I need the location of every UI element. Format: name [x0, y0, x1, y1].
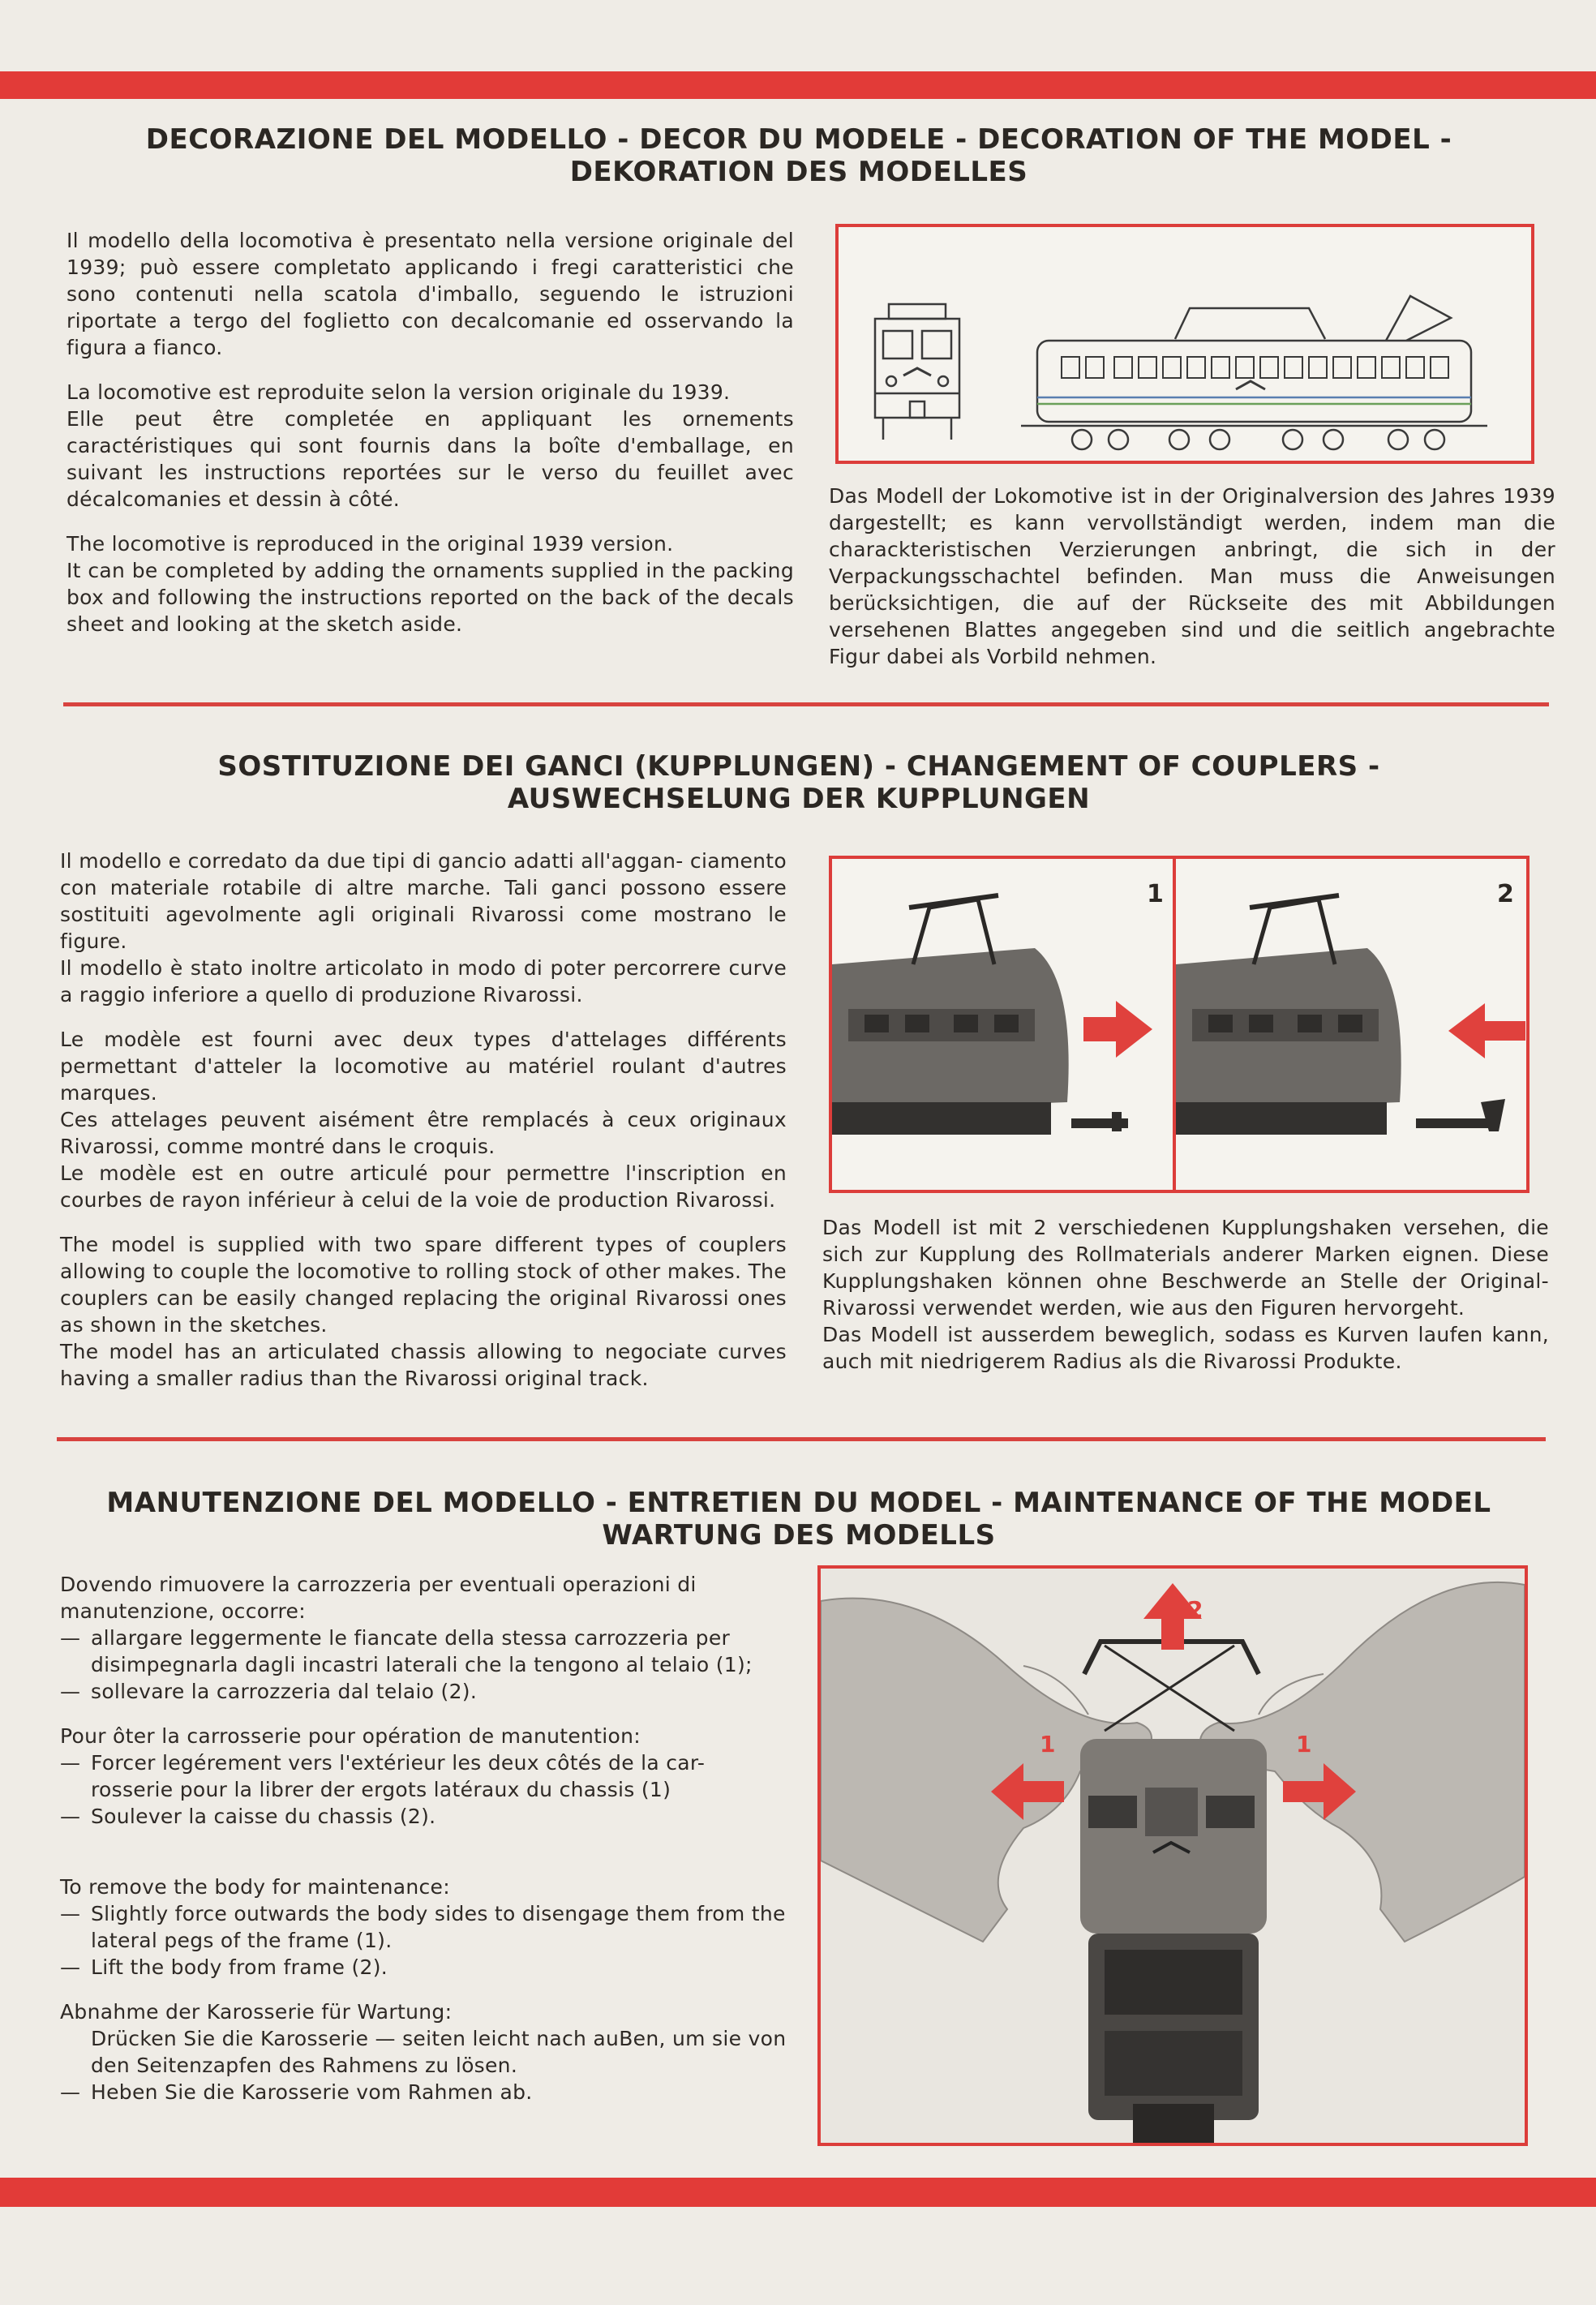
maintenance-english-step-2: — Lift the body from frame (2).: [60, 1954, 790, 1981]
decoration-french-1: La locomotive est reproduite selon la version originale du 1939.: [66, 380, 731, 404]
top-red-band: [0, 71, 1596, 99]
maintenance-italian-step-2: — sollevare la carrozzeria dal telaio (2).: [60, 1678, 790, 1705]
maintenance-title-line2: WARTUNG DES MODELLS: [602, 1519, 996, 1552]
couplers-title-line1: SOSTITUZIONE DEI GANCI (KUPPLUNGEN) - CHANGEMENT OF COUPLERS -: [217, 750, 1380, 783]
coupler-figure-1-label: 1: [1147, 880, 1164, 908]
maintenance-french-steps: [60, 1749, 790, 1830]
divider-1: [63, 702, 1549, 706]
lift-up-arrow-label: 2: [1187, 1596, 1203, 1623]
decoration-title: [49, 123, 1549, 188]
coupler-figure-2-label: 2: [1497, 880, 1514, 908]
couplers-italian-2: Il modello è stato inoltre articolato in modo di poter percorrere curve a raggio inferiore a quello di produzione Rivarossi.: [60, 956, 787, 1007]
decoration-german: Das Modell der Lokomotive ist in der Originalversion des Jahres 1939 dargestellt; es kann vervollständigt werden, indem man die charackteristischen Verzierungen anbringt, die sich in der Verpackungsschachtel befinden. Man muss die Anweisungen berücksichtigen, die auf der Rückseite des mit Abbildungen versehenen Blattes angegeben sind und die seitlich angebrachte Figur dabei als Vorbild nehmen.: [829, 484, 1555, 668]
maintenance-italian-steps: [60, 1625, 790, 1705]
locomotive-sketch: [839, 227, 1531, 461]
couplers-text-right: [822, 1214, 1549, 1375]
maintenance-photo-frame: [817, 1565, 1528, 2146]
coupler-fig2-arrow: [1448, 1003, 1525, 1058]
divider-2: [57, 1437, 1546, 1441]
locomotive-side-view: [1021, 296, 1487, 449]
maintenance-german-steps: [60, 2079, 790, 2105]
maintenance-italian-intro: Dovendo rimuovere la carrozzeria per eventuali operazioni di manutenzione, occorre:: [60, 1573, 697, 1623]
couplers-english-2: The model has an articulated chassis allowing to negociate curves having a smaller radius than the Rivarossi original track.: [60, 1340, 787, 1390]
maintenance-french-step-1: — Forcer legérement vers l'extérieur les deux côtés de la car- rosserie pour la librer der ergots latéraux du chassis (1): [60, 1749, 790, 1803]
maintenance-title: [49, 1487, 1549, 1552]
coupler-fig2-coupler: [1416, 1099, 1505, 1131]
decoration-english-1: The locomotive is reproduced in the original 1939 version.: [66, 532, 674, 556]
maintenance-german-step-2: — Heben Sie die Karosserie vom Rahmen ab.: [60, 2079, 790, 2105]
maintenance-french-intro: Pour ôter la carrosserie pour opération de manutention:: [60, 1724, 641, 1748]
couplers-english-1: The model is supplied with two spare different types of couplers allowing to couple the locomotive to rolling stock of other makes. The couplers can be easily changed replacing the original Rivarossi ones as shown in the sketches.: [60, 1233, 787, 1337]
maintenance-photo: [821, 1569, 1525, 2143]
couplers-figure-photos: [832, 859, 1526, 1190]
maintenance-english-intro: To remove the body for maintenance:: [60, 1875, 450, 1899]
maintenance-german-intro: Abnahme der Karosserie für Wartung:: [60, 2000, 453, 2024]
couplers-french-3: Le modèle est en outre articulé pour permettre l'inscription en courbes de rayon inférieur à celui de la voie de production Rivarossi.: [60, 1161, 787, 1212]
maintenance-italian-step-1: — allargare leggermente le fiancate della stessa carrozzeria per disimpegnarla dagli incastri laterali che la tengono al telaio (1);: [60, 1625, 790, 1678]
maintenance-text: [60, 1571, 790, 2105]
maintenance-english-steps: [60, 1900, 790, 1981]
decoration-text-left: [66, 227, 794, 637]
coupler-fig1-coupler: [1071, 1112, 1128, 1131]
decoration-english-2: It can be completed by adding the ornaments supplied in the packing box and following the instructions reported on the back of the decals sheet and looking at the sketch aside.: [66, 559, 794, 636]
couplers-figure-frame: [829, 856, 1530, 1193]
maintenance-french-step-2: — Soulever la caisse du chassis (2).: [60, 1803, 790, 1830]
decoration-title-line2: DEKORATION DES MODELLES: [569, 156, 1028, 188]
maintenance-title-line1: MANUTENZIONE DEL MODELLO - ENTRETIEN DU MODEL - MAINTENANCE OF THE MODEL: [106, 1487, 1491, 1519]
couplers-italian-1: Il modello e corredato da due tipi di gancio adatti all'aggan- ciamento con materiale rotabile di altre marche. Tali ganci possono essere sostituiti agevolmente agli originali Rivarossi come mostrano le figure.: [60, 849, 787, 953]
couplers-text-left: [60, 848, 787, 1392]
decoration-french-2: Elle peut être completée en appliquant les ornements caractéristiques qui sont fournis dans la boîte d'emballage, en suivant les instructions reportées sur le verso du feuillet avec décalcomanies et dessin à côté.: [66, 407, 794, 511]
spread-right-arrow-label: 1: [1296, 1731, 1312, 1758]
coupler-fig1-locomotive: [832, 895, 1069, 1135]
decoration-title-line1: DECORAZIONE DEL MODELLO - DECOR DU MODELE - DECORATION OF THE MODEL -: [145, 123, 1452, 156]
couplers-french-1: Le modèle est fourni avec deux types d'attelages différents permettant d'atteler la locomotive au matériel roulant d'autres marques.: [60, 1028, 787, 1105]
couplers-title-line2: AUSWECHSELUNG DER KUPPLUNGEN: [507, 783, 1091, 815]
couplers-title: [49, 750, 1549, 815]
couplers-german-2: Das Modell ist ausserdem beweglich, sodass es Kurven laufen kann, auch mit niedrigerem Radius als die Rivarossi Produkte.: [822, 1323, 1549, 1373]
locomotive-sketch-frame: [835, 224, 1534, 464]
bottom-red-band: [0, 2178, 1596, 2207]
locomotive-front-view: [875, 304, 959, 440]
decoration-italian: Il modello della locomotiva è presentato nella versione originale del 1939; può essere completato applicando i fregi caratteristici che sono contenuti nella scatola d'imballo, seguendo le istruzioni riportate a tergo del foglietto con decalcomanie ed osservando la figura a fianco.: [66, 229, 794, 359]
spread-left-arrow-label: 1: [1040, 1731, 1056, 1758]
coupler-fig1-arrow: [1083, 1001, 1152, 1058]
couplers-french-2: Ces attelages peuvent aisément être remplacés à ceux originaux Rivarossi, comme montré dans le croquis.: [60, 1108, 787, 1158]
maintenance-english-step-1: — Slightly force outwards the body sides to disengage them from the lateral pegs of the frame (1).: [60, 1900, 790, 1954]
couplers-german-1: Das Modell ist mit 2 verschiedenen Kupplungshaken versehen, die sich zur Kupplung des Rollmaterials anderer Marken eignen. Diese Kupplungshaken können ohne Beschwerde an Stelle der Original-Rivarossi verwendet werden, wie aus den Figuren hervorgeht.: [822, 1216, 1549, 1320]
coupler-fig2-locomotive: [1176, 895, 1401, 1135]
maintenance-german-step-1: Drücken Sie die Karosserie — seiten leicht nach auBen, um sie von den Seitenzapfen des Rahmens zu lösen.: [91, 2027, 787, 2077]
